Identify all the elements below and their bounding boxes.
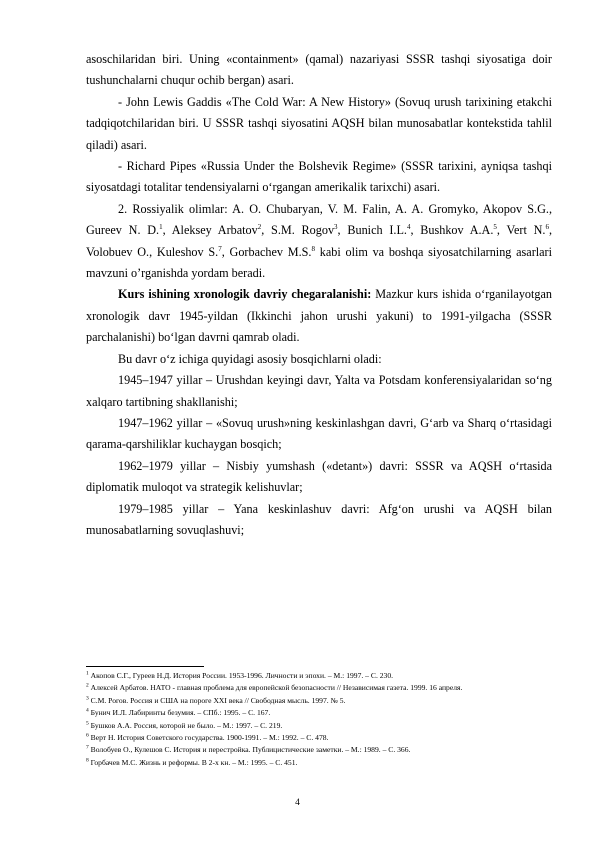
stage-1947-1962: 1947–1962 yillar – «Sovuq urush»ning keskinlashgan davri, G‘arb va Sharq o‘rtasidagi qarama-qarshiliklar kuchaygan bosqich; — [86, 415, 552, 452]
footnote: $^6$ Верт Н. История Советского государства. 1900-1991. – М.: 1992. – С. 478. — [86, 732, 329, 743]
footnote-ref[interactable]: 1 — [159, 223, 163, 232]
footnote: $^8$ Горбачев М.С. Жизнь и реформы. В 2-х кн. – М.: 1995. – С. 451. — [86, 757, 298, 767]
footnote-ref[interactable]: 5 — [493, 223, 497, 232]
stage-1962-1979: 1962–1979 yillar – Nisbiy yumshash («detant») davri: SSSR va AQSH o‘rtasida diplomatik muloqot va strategik kelishuvlar; — [86, 458, 552, 495]
footnote: $^2$ Алексей Арбатов. НАТО - главная проблема для европейской безопасности // Независимая газета. 1999. 16 апреля. — [86, 682, 463, 693]
paragraph-pipes: - Richard Pipes «Russia Under the Bolshevik Regime» (SSSR tarixini, ayniqsa tashqi siyosatdagi totalitar tendensiyalarni o‘rgangan amerikalik tarixchi) asari. — [86, 159, 552, 195]
footnote: $^7$ Волобуев О., Кулешов С. История и перестройка. Публицистические заметки. – М.: 1989. – С. 366. — [86, 744, 411, 755]
paragraph-russian-scholars: 2. Rossiyalik olimlar: A. O. Chubaryan, V. M. Falin, A. A. Gromyko, Akopov S.G., Gureev N. D.$^1$, Aleksey Arbatov$^2$, S.M. Rogov$^3$, Bunich I.L.$^4$, Bushkov A.A.$^5$, Vert N.$^6$, Volobuev O., Kuleshov S.$^7$, Gorbachev M.S.$^8$ kabi olim va boshqa siyosatchilarning asarlari mavzuni o’rganishda yordam beradi. — [86, 201, 553, 281]
footnote-ref[interactable]: 2 — [257, 223, 262, 232]
footnote-ref[interactable]: 7 — [218, 244, 222, 253]
body-text — [86, 49, 552, 541]
footnote: $^4$ Бунич И.Л. Лабиринты безумия. – СПб.: 1995. – С. 167. — [86, 707, 271, 718]
stage-1945-1947: 1945–1947 yillar – Urushdan keyingi davr, Yalta va Potsdam konferensiyalaridan so‘ng xalqaro tartibning shakllanishi; — [86, 373, 552, 409]
stage-1979-1985: 1979–1985 yillar – Yana keskinlashuv davri: Afg‘on urushi va AQSH bilan munosabatlarning sovuqlashuvi; — [86, 501, 552, 537]
paragraph-chronology: Kurs ishining xronologik davriy chegaralanishi: Mazkur kurs ishida o‘rganilayotgan xronologik davr 1945-yildan (Ikkinchi jahon urushi yakuni) to 1991-yilgacha (SSSR parchalanishi) bo‘lgan davrni qamrab oladi. — [86, 287, 552, 345]
footnote: $^1$ Акопов С.Г., Гуреев Н.Д. История России. 1953-1996. Личности и эпохи. – М.: 1997. – С. 230. — [86, 670, 394, 680]
chronology-heading: Kurs ishining xronologik davriy chegaralanishi: — [118, 287, 372, 302]
footnote: $^3$ С.М. Рогов. Россия и США на пороге XXI века // Свободная мысль. 1997. № 5. — [86, 695, 346, 705]
footnote-separator — [86, 666, 204, 667]
footnote-ref[interactable]: 3 — [334, 223, 338, 232]
paragraph-stages-intro: Bu davr o‘z ichiga quyidagi asosiy bosqichlarni oladi: — [118, 351, 382, 366]
footnote-ref[interactable]: 4 — [406, 223, 411, 232]
footnotes — [86, 670, 552, 769]
paragraph-gaddis: - John Lewis Gaddis «The Cold War: A New History» (Sovuq urush tarixining etakchi tadqiqotchilaridan biri. U SSSR tashqi siyosatini AQSH bilan munosabatlar kontekstida tahlil qiladi) asari. — [86, 94, 552, 152]
page-number: 4 — [295, 798, 300, 808]
footnote-ref[interactable]: 8 — [311, 244, 315, 253]
footnote: $^5$ Бушков А.А. Россия, которой не было. – М.: 1997. – С. 219. — [86, 720, 283, 730]
footnote-ref[interactable]: 6 — [545, 223, 549, 232]
paragraph-containment: asoschilaridan biri. Uning «containment» (qamal) nazariyasi SSSR tashqi siyosatiga doir tushunchalarni chuqur ochib bergan) asari. — [86, 52, 552, 88]
